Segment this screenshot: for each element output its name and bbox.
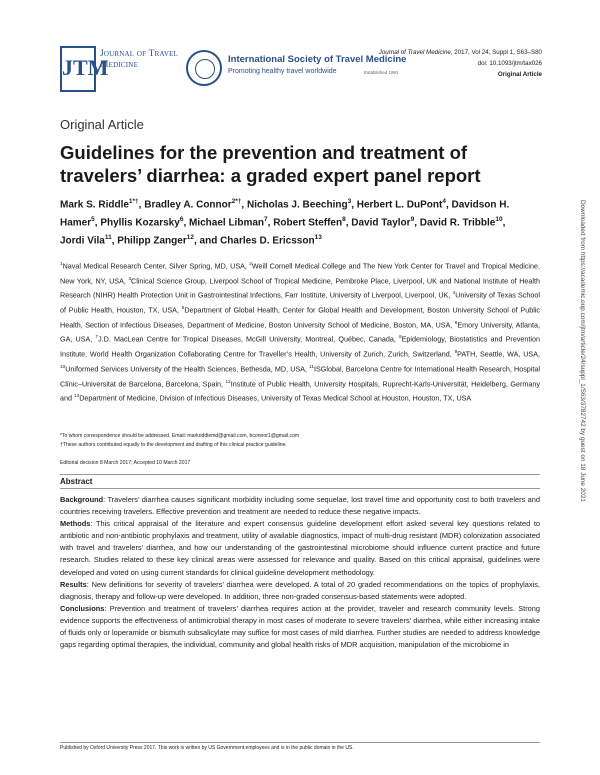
- citation-journal: Journal of Travel Medicine: [378, 49, 451, 56]
- superscript-marker: 13: [314, 233, 322, 241]
- superscript-marker: 1*†: [128, 198, 139, 205]
- download-watermark-text: Downloaded from https://academic.oup.com/jtm/article/24/suppl_1/S63/3782742 by guest on 18 June 2021: [579, 200, 586, 502]
- superscript-marker: 2*†: [231, 198, 242, 205]
- editorial-dates: Editorial decision 8 March 2017; Accepted 10 March 2017: [60, 460, 191, 466]
- superscript-marker: 13: [74, 393, 80, 399]
- society-seal-icon: [186, 50, 222, 86]
- superscript-marker: 7: [264, 215, 268, 223]
- superscript-marker: 11: [104, 233, 112, 241]
- superscript-marker: 5: [181, 305, 185, 311]
- abstract-text: : Prevention and treatment of travelers’ diarrhea requires action at the provider, traveler and research community levels. Strong evidence supports the effectiveness of antimicrobial therapy in most cases of moderate to severe travelers’ diarrhea, while either increasing intake of fluids only or loperamide or bismuth subsalicylate may suffice for most cases of mild diarrhea. Further studies are needed to address knowledge gaps regarding optimal therapies, the individual, community and global health risks of MDR acquisition, manipulation of the microbiome in: [60, 603, 540, 650]
- abstract-text: : New definitions for severity of travelers’ diarrhea were developed. A total of 20 graded recommendations on the topics of prophylaxis, diagnosis, therapy and follow-up were developed. In addition, three non-graded consensus-based statements were adopted.: [60, 579, 540, 601]
- journal-logo-mark: JTM: [60, 46, 96, 92]
- article-title: Guidelines for the prevention and treatment of travelers’ diarrhea: a graded expert panel report: [60, 142, 481, 186]
- superscript-marker: 3: [128, 275, 132, 281]
- correspondence-note: *To whom correspondence should be addressed. Email: markriddlemd@gmail.com, bconnor1@gmail.com: [60, 433, 300, 439]
- journal-logo: [60, 46, 184, 92]
- superscript-marker: 9: [410, 215, 415, 223]
- citation-block: [379, 47, 542, 80]
- superscript-marker: 9: [454, 349, 458, 355]
- doi: doi: 10.1093/jtm/tax026: [477, 60, 542, 67]
- divider: [60, 488, 540, 489]
- citation-line: [379, 47, 542, 58]
- superscript-marker: 11: [309, 363, 315, 369]
- article-type: Original Article: [60, 117, 144, 132]
- superscript-marker: 6: [179, 215, 184, 223]
- abstract-paragraph: [60, 518, 540, 578]
- copyright-note: Published by Oxford University Press 2017. This work is written by US Government employees and is in the public domain in the US.: [60, 745, 354, 751]
- abstract-heading: Abstract: [60, 477, 93, 486]
- journal-logo-text: Journal of Travel Medicine: [100, 49, 179, 70]
- society-name: International Society of Travel Medicine: [228, 54, 407, 65]
- abstract-label: Conclusions: [60, 603, 105, 613]
- superscript-marker: 12: [186, 233, 194, 241]
- abstract-label: Results: [60, 579, 87, 589]
- equal-contribution-note: †These authors contributed equally to the development and drafting of this clinical practice guideline.: [60, 442, 287, 448]
- society-established: Established 1991: [364, 70, 399, 75]
- affiliations: $^1$Naval Medical Research Center, Silver Spring, MD, USA, $^2$Weill Cornell Medical College and The New York Center for Travel and Tropical Medicine, New York, NY, USA, $^3$Clinical Science Group, Liverpool School of Tropical Medicine, Pembroke Place, Liverpool, UK and National Institute of Health Research (NIHR) Health Protection Unit in Gastrointestinal Infections, Farr Institute, University of Liverpool, Liverpool, UK, $^4$University of Texas School of Public Health, Houston, TX, USA, $^5$Department of Global Health, Center for Global Health and Development, Boston University School of Public Health, Section of Infectious Diseases, Department of Medicine, Boston University School of Medicine, Boston, MA, USA, $^6$Emory University, Atlanta, GA, USA, $^7$J.D. MacLean Centre for Tropical Diseases, McGill University, Montreal, Québec, Canada, $^8$Epidemiology, Biostatistics and Prevention Institute, World Health Organization Collaborating Centre for Traveller’s Health, University of Zurich, Zurich, Switzerland, $^9$PATH, Seattle, WA, USA, $^{10}$Uniformed Services University of the Health Sciences, Bethesda, MD, USA, $^{11}$ISGlobal, Barcelona Centre for International Health Research, Hospital Clínic–Universitat de Barcelona, Barcelona, Spain, $^{12}$Institute of Public Health, University Hospitals, Ruprecht-Karls-Universität, Heidelberg, Germany and $^{13}$Department of Medicine, Division of Infectious Diseases, University of Texas Medical School at Houston, Houston, TX, USA: [60, 261, 541, 403]
- superscript-marker: 1: [60, 261, 63, 266]
- superscript-marker: 4: [452, 290, 456, 296]
- abstract-paragraph: [60, 494, 540, 518]
- superscript-marker: 8: [399, 334, 402, 340]
- superscript-marker: 3: [347, 198, 352, 205]
- download-watermark: [577, 200, 587, 620]
- superscript-marker: 5: [91, 215, 95, 223]
- abstract-paragraph: [60, 579, 540, 603]
- abstract-label: Methods: [60, 519, 91, 529]
- author-list: Mark S. Riddle$^{1*\dagger}$, Bradley A. Connor$^{2*\dagger}$, Nicholas J. Beeching$^3$, Herbert L. DuPont$^4$, Davidson H. Hamer$^5$, Phyllis Kozarsky$^6$, Michael Libman$^7$, Robert Steffen$^8$, David Taylor$^9$, David R. Tribble$^{10}$, Jordi Vila$^{11}$, Philipp Zanger$^{12}$, and Charles D. Ericsson$^{13}$: [60, 198, 510, 246]
- footer-divider: [60, 742, 540, 743]
- abstract-text: : This critical appraisal of the literature and expert consensus guideline development effort asked several key questions related to antibiotic and non-antibiotic prophylaxis and treatment, utility of available diagnostics, impact of multi-drug resistant (MDR) colonization associated with travel and travelers’ diarrhea, and how our understanding of the gastrointestinal microbiome should influence current practice and future research. Studies related to these key clinical areas were assessed for relevance and quality. Based on this critical appraisal, guidelines were developed and voted on using current standards for clinical guideline development methodology.: [60, 519, 540, 577]
- correspondence-notes: [60, 432, 540, 450]
- superscript-marker: 4: [442, 198, 446, 205]
- superscript-marker: 2: [249, 261, 252, 266]
- superscript-marker: 10: [60, 363, 66, 369]
- abstract-paragraph: [60, 603, 540, 651]
- abstract-body: [60, 494, 540, 651]
- abstract-label: Background: [60, 495, 104, 504]
- society-tagline: Promoting healthy travel worldwide: [228, 68, 337, 75]
- superscript-marker: 7: [95, 334, 99, 340]
- citation-volume: , 2017, Vol 24, Suppl 1, S63–S80: [450, 49, 542, 56]
- divider: [60, 474, 540, 475]
- abstract-text: : Travelers’ diarrhea causes significant morbidity including some sequelae, lost travel time and opportunity cost to both travelers and countries receiving travelers. Effective prevention and treatment are needed to reduce these negative impacts.: [60, 495, 540, 517]
- superscript-marker: 8: [342, 215, 346, 223]
- superscript-marker: 6: [454, 319, 458, 325]
- article-type-small: Original Article: [497, 71, 542, 78]
- superscript-marker: 12: [225, 378, 231, 384]
- superscript-marker: 10: [495, 215, 503, 223]
